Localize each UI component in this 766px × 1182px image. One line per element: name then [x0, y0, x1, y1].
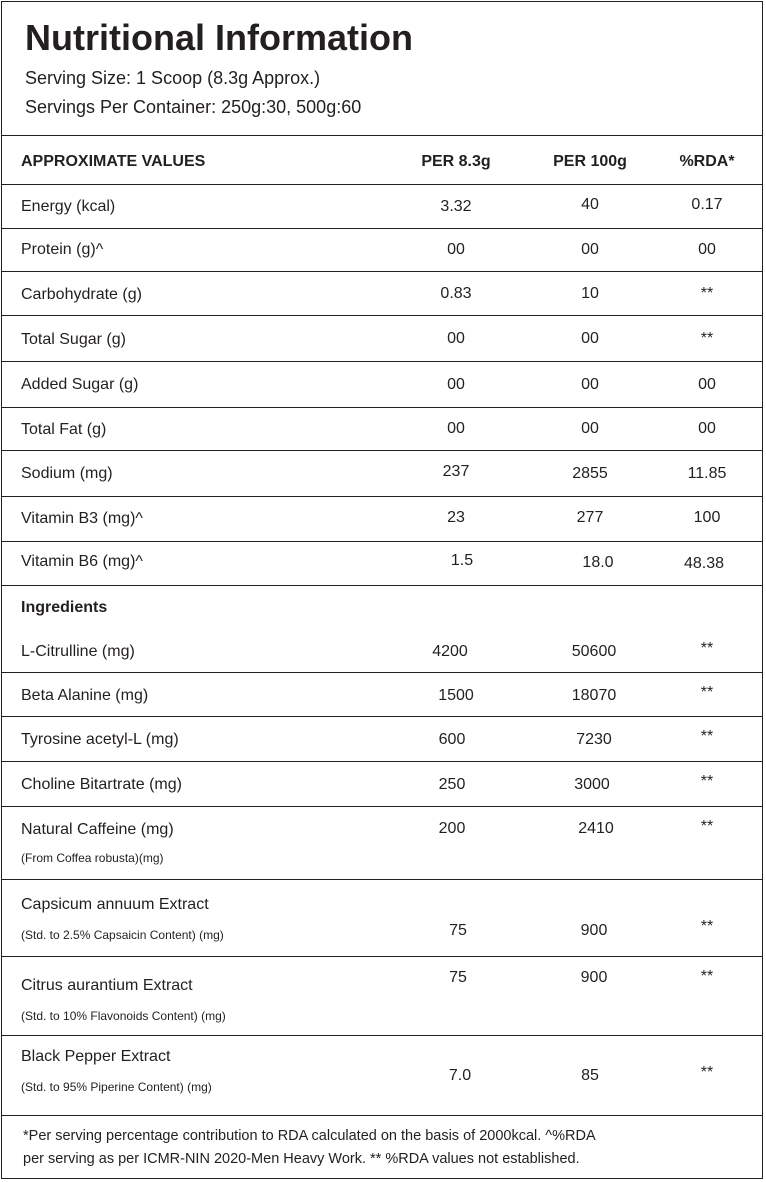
- row-rda: **: [700, 918, 714, 935]
- row-per-100g: 00: [581, 376, 599, 393]
- row-per-100g: 85: [581, 1067, 599, 1084]
- row-subtext: (Std. to 95% Piperine Content) (mg): [21, 1080, 212, 1094]
- row-subtext: (Std. to 10% Flavonoids Content) (mg): [21, 1009, 226, 1023]
- row-per-serving: 0.83: [440, 285, 472, 302]
- row-per-serving: 00: [447, 420, 465, 437]
- row-per-100g: 10: [581, 285, 599, 302]
- row-rda: 100: [693, 509, 721, 526]
- row-per-serving: 75: [449, 969, 467, 986]
- table-row: [2, 762, 762, 807]
- footnote-line-1: *Per serving percentage contribution to RDA calculated on the basis of 2000kcal. ^%RDA: [23, 1128, 596, 1144]
- row-per-100g: 2410: [578, 820, 614, 837]
- row-rda: **: [700, 684, 714, 701]
- nutrition-label: [1, 1, 763, 1179]
- table-row: [2, 451, 762, 497]
- column-header-per-serving: PER 8.3g: [421, 153, 491, 170]
- row-name: Natural Caffeine (mg): [21, 821, 174, 838]
- row-name: Protein (g)^: [21, 241, 104, 258]
- table-header: [2, 139, 762, 185]
- row-name: Black Pepper Extract: [21, 1048, 171, 1065]
- row-rda: **: [700, 285, 714, 302]
- table-row: [2, 362, 762, 408]
- table-row: [2, 673, 762, 717]
- column-header-rda: %RDA*: [679, 153, 735, 170]
- row-per-100g: 3000: [574, 776, 610, 793]
- row-per-100g: 277: [576, 509, 604, 526]
- table-row: [2, 1036, 762, 1115]
- ingredients-heading: Ingredients: [21, 599, 108, 616]
- row-per-serving: 00: [447, 376, 465, 393]
- row-per-100g: 2855: [572, 465, 608, 482]
- serving-size: Serving Size: 1 Scoop (8.3g Approx.): [25, 68, 321, 88]
- row-rda: 00: [698, 241, 716, 258]
- row-rda: **: [700, 818, 714, 835]
- row-name: Vitamin B3 (mg)^: [21, 510, 143, 527]
- row-per-serving: 4200: [432, 643, 468, 660]
- row-per-serving: 3.32: [440, 198, 472, 215]
- servings-per-container: Servings Per Container: 250g:30, 500g:60: [25, 97, 362, 117]
- column-header-per-100g: PER 100g: [553, 153, 627, 170]
- row-per-100g: 18070: [571, 687, 617, 704]
- page-title: Nutritional Information: [25, 17, 413, 58]
- row-per-serving: 7.0: [448, 1067, 472, 1084]
- table-row: [2, 316, 762, 362]
- table-row: [2, 497, 762, 542]
- table-row: [2, 229, 762, 272]
- row-rda: **: [700, 773, 714, 790]
- row-subtext: (Std. to 2.5% Capsaicin Content) (mg): [21, 928, 224, 942]
- row-per-100g: 7230: [576, 731, 612, 748]
- row-name: Carbohydrate (g): [21, 286, 142, 303]
- row-per-100g: 00: [581, 420, 599, 437]
- footnote-line-2: per serving as per ICMR-NIN 2020-Men Heavy Work. ** %RDA values not established.: [23, 1151, 580, 1167]
- row-per-serving: 1.5: [450, 552, 474, 569]
- row-rda: 00: [698, 420, 716, 437]
- row-rda: 48.38: [683, 555, 725, 572]
- table-row: [2, 542, 762, 586]
- row-per-100g: 00: [581, 241, 599, 258]
- row-name: Citrus aurantium Extract: [21, 977, 193, 994]
- row-name: L-Citrulline (mg): [21, 643, 135, 660]
- row-name: Beta Alanine (mg): [21, 687, 149, 704]
- row-per-serving: 237: [442, 463, 470, 480]
- row-name: Energy (kcal): [21, 198, 116, 215]
- ingredients-heading-row: [2, 586, 762, 630]
- table-row: [2, 807, 762, 880]
- row-rda: **: [700, 1064, 714, 1081]
- row-per-serving: 00: [447, 241, 465, 258]
- table-row: [2, 185, 762, 229]
- row-per-serving: 1500: [438, 687, 474, 704]
- row-name: Total Fat (g): [21, 421, 107, 438]
- row-name: Vitamin B6 (mg)^: [21, 553, 143, 570]
- footnote: [2, 1115, 762, 1181]
- table-row: [2, 272, 762, 316]
- row-per-serving: 00: [447, 330, 465, 347]
- row-subtext: (From Coffea robusta)(mg): [21, 851, 164, 865]
- row-per-100g: 18.0: [582, 554, 614, 571]
- row-per-100g: 900: [580, 969, 608, 986]
- row-rda: 11.85: [687, 465, 727, 482]
- row-rda: **: [700, 640, 714, 657]
- row-per-serving: 23: [447, 509, 465, 526]
- row-per-serving: 75: [449, 922, 467, 939]
- row-per-serving: 250: [438, 776, 466, 793]
- row-per-serving: 600: [438, 731, 466, 748]
- row-name: Capsicum annuum Extract: [21, 896, 209, 913]
- row-rda: **: [700, 968, 714, 985]
- row-name: Sodium (mg): [21, 465, 113, 482]
- table-row: [2, 630, 762, 673]
- table-row: [2, 408, 762, 451]
- row-per-100g: 00: [581, 330, 599, 347]
- row-per-100g: 900: [580, 922, 608, 939]
- row-rda: 0.17: [691, 196, 723, 213]
- label-header: [2, 2, 762, 136]
- row-name: Tyrosine acetyl-L (mg): [21, 731, 179, 748]
- row-name: Choline Bitartrate (mg): [21, 776, 182, 793]
- table-row: [2, 880, 762, 957]
- table-row: [2, 717, 762, 762]
- row-per-100g: 50600: [571, 643, 617, 660]
- table-row: [2, 957, 762, 1036]
- row-rda: **: [700, 330, 714, 347]
- row-name: Added Sugar (g): [21, 376, 139, 393]
- row-per-serving: 200: [438, 820, 466, 837]
- row-name: Total Sugar (g): [21, 331, 126, 348]
- row-rda: **: [700, 728, 714, 745]
- row-rda: 00: [698, 376, 716, 393]
- row-per-100g: 40: [581, 196, 599, 213]
- column-header-name: APPROXIMATE VALUES: [21, 153, 206, 170]
